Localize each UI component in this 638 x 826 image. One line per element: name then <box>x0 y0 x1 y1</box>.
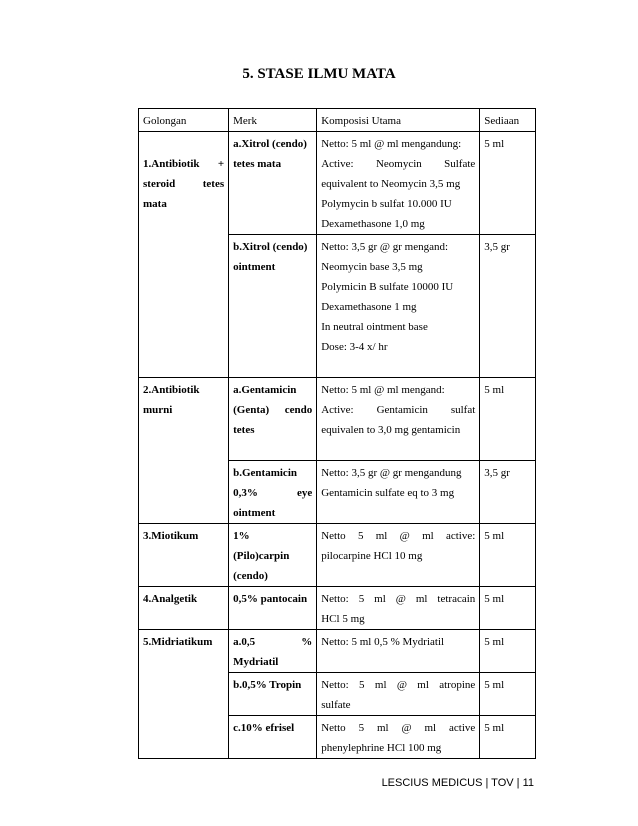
drug-table <box>138 108 536 759</box>
merk-cell: 1% (Pilo)carpin (cendo) <box>229 524 317 587</box>
page-footer: LESCIUS MEDICUS | TOV | 11 <box>381 777 534 789</box>
merk-cell: a.Xitrol (cendo) tetes mata <box>229 132 317 235</box>
table-row <box>139 524 536 587</box>
komposisi-cell: Netto: 5 ml 0,5 % Mydriatil <box>317 630 480 673</box>
merk-cell: c.10% efrisel <box>229 716 317 759</box>
komposisi-cell: Netto: 3,5 gr @ gr mengandung Gentamicin sulfate eq to 3 mg <box>317 461 480 524</box>
golongan-cell: 3.Miotikum <box>139 524 229 587</box>
komposisi-cell: Netto: 3,5 gr @ gr mengand: Neomycin base 3,5 mg Polymicin B sulfate 10000 IU Dexamethasone 1 mg In neutral ointment base Dose: 3-4 x/ hr <box>317 235 480 378</box>
komposisi-cell: Netto: 5 ml @ ml atropine sulfate <box>317 673 480 716</box>
header-golongan: Golongan <box>139 109 229 132</box>
komposisi-cell: Netto 5 ml @ ml active phenylephrine HCl 100 mg <box>317 716 480 759</box>
sediaan-cell: 5 ml <box>480 716 536 759</box>
table-row <box>139 378 536 461</box>
header-komposisi: Komposisi Utama <box>317 109 480 132</box>
sediaan-cell: 3,5 gr <box>480 461 536 524</box>
golongan-cell: 1.Antibiotik + steroid tetes mata <box>139 132 229 378</box>
sediaan-cell: 5 ml <box>480 673 536 716</box>
header-sediaan: Sediaan <box>480 109 536 132</box>
sediaan-cell: 5 ml <box>480 378 536 461</box>
sediaan-cell: 5 ml <box>480 587 536 630</box>
merk-cell: a.Gentamicin (Genta) cendo tetes <box>229 378 317 461</box>
merk-cell: b.Gentamicin 0,3% eye ointment <box>229 461 317 524</box>
sediaan-cell: 5 ml <box>480 524 536 587</box>
komposisi-cell: Netto: 5 ml @ ml tetracain HCl 5 mg <box>317 587 480 630</box>
komposisi-cell: Netto 5 ml @ ml active: pilocarpine HCl 10 mg <box>317 524 480 587</box>
komposisi-cell: Netto: 5 ml @ ml mengand: Active: Gentamicin sulfat equivalen to 3,0 mg gentamicin <box>317 378 480 461</box>
merk-cell: b.Xitrol (cendo) ointment <box>229 235 317 378</box>
header-merk: Merk <box>229 109 317 132</box>
golongan-cell: 2.Antibiotik murni <box>139 378 229 524</box>
merk-cell: 0,5% pantocain <box>229 587 317 630</box>
komposisi-cell: Netto: 5 ml @ ml mengandung: Active: Neomycin Sulfate equivalent to Neomycin 3,5 mg Polymycin b sulfat 10.000 IU Dexamethasone 1,0 mg <box>317 132 480 235</box>
sediaan-cell: 3,5 gr <box>480 235 536 378</box>
sediaan-cell: 5 ml <box>480 630 536 673</box>
table-header-row <box>139 109 536 132</box>
table-row <box>139 132 536 235</box>
page-title: 5. STASE ILMU MATA <box>242 66 396 82</box>
table-row <box>139 630 536 673</box>
sediaan-cell: 5 ml <box>480 132 536 235</box>
golongan-cell: 4.Analgetik <box>139 587 229 630</box>
table-row <box>139 587 536 630</box>
merk-cell: a.0,5 % Mydriatil <box>229 630 317 673</box>
golongan-cell: 5.Midriatikum <box>139 630 229 759</box>
merk-cell: b.0,5% Tropin <box>229 673 317 716</box>
